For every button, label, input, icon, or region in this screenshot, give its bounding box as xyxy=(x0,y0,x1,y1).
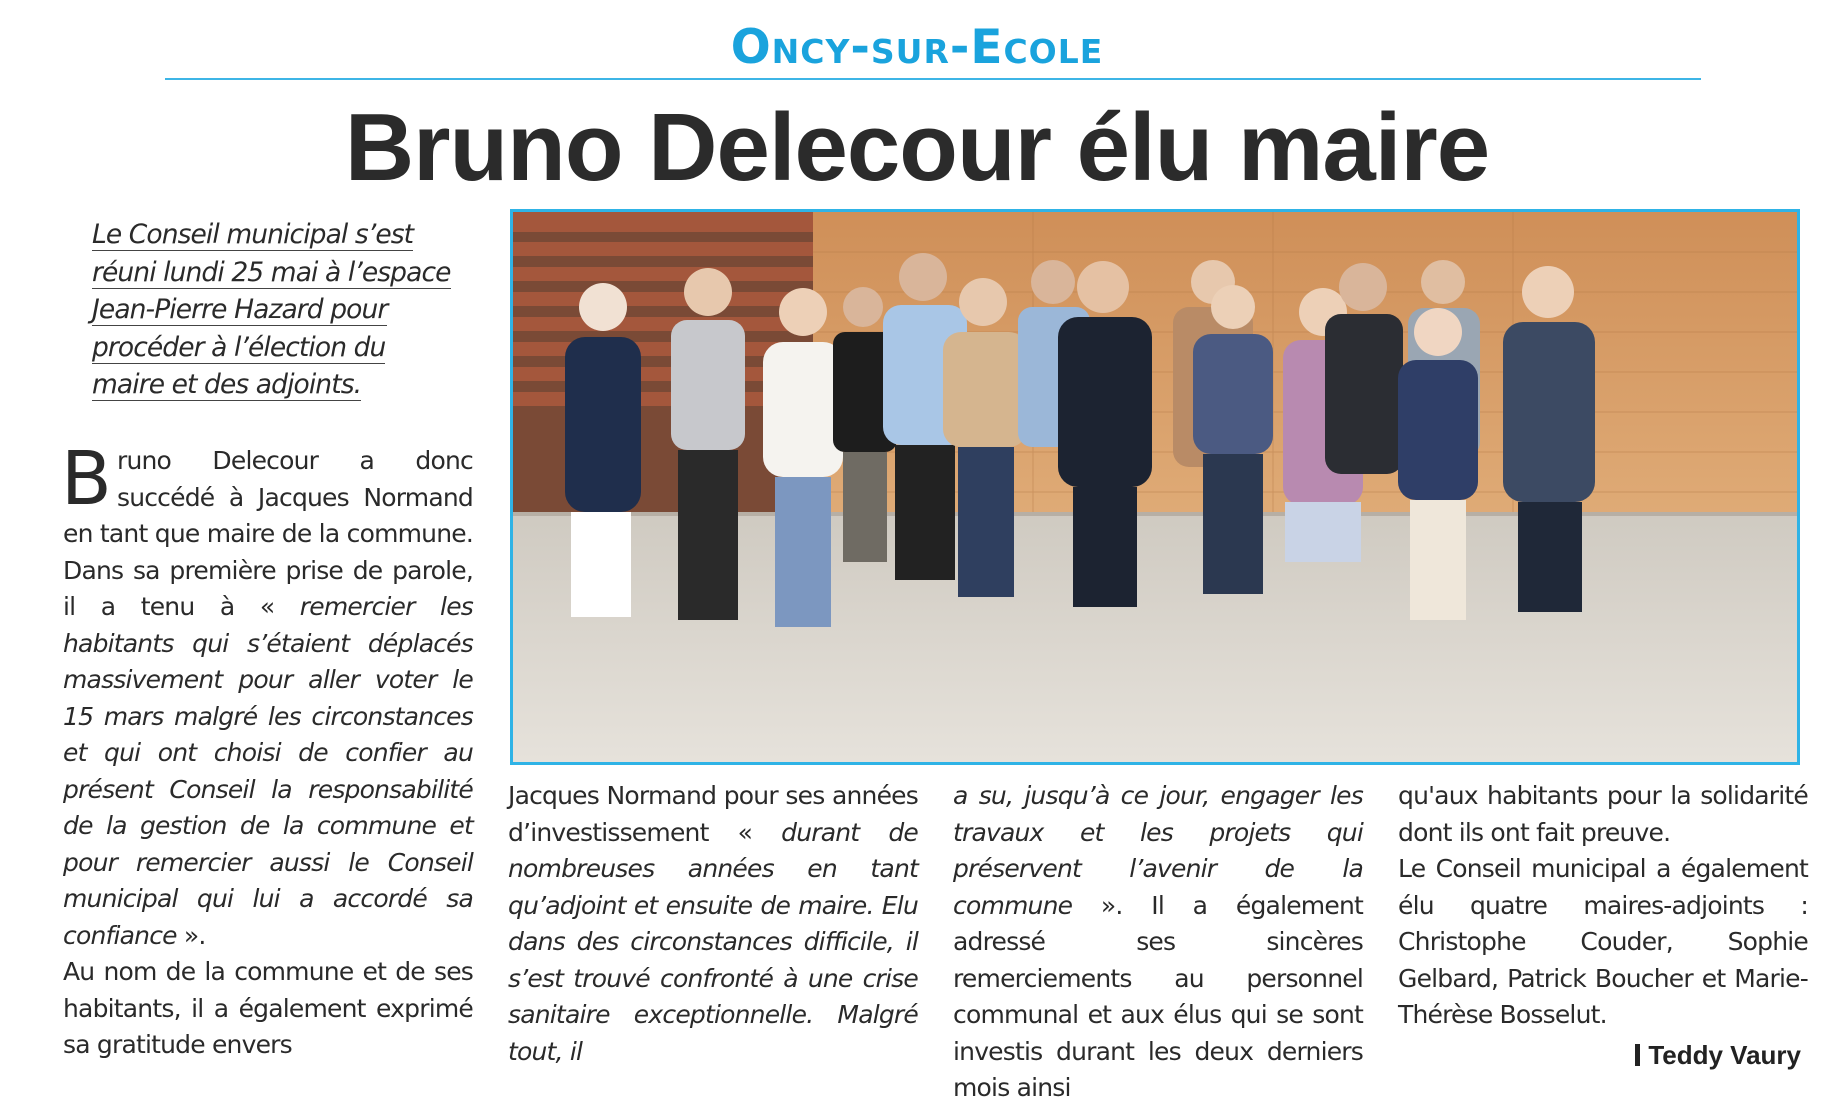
paragraph-3 xyxy=(508,778,918,1070)
article-byline xyxy=(1635,1040,1801,1071)
people-group xyxy=(565,253,1595,627)
paragraph-4 xyxy=(953,778,1363,1107)
paragraph-1 xyxy=(61,436,474,954)
byline-author: Teddy Vaury xyxy=(1648,1040,1801,1070)
paragraph-4-quote: a su, jusqu’à ce jour, engager les travaux et les projets qui préservent l’avenir de la commune xyxy=(953,781,1363,920)
paragraph-1-quote-end: ». xyxy=(183,920,206,950)
group-photo-illustration xyxy=(513,212,1797,762)
article-column-1 xyxy=(61,436,474,1064)
paragraph-3-quote: durant de nombreuses années en tant qu’adjoint et ensuite de maire. Elu dans des circonstances difficile, il s’est trouvé confronté à une crise sanitaire exceptionnelle. Malgré tout, il xyxy=(508,817,918,1066)
article-photo xyxy=(510,209,1800,765)
paragraph-3-text: Jacques Normand pour ses années d’investissement « xyxy=(508,781,918,847)
kicker-divider xyxy=(165,78,1701,80)
article-column-3 xyxy=(953,778,1363,1107)
section-kicker: Oncy-sur-Ecole xyxy=(730,20,1104,75)
byline-marker-icon xyxy=(1635,1044,1640,1066)
article-headline: Bruno Delecour élu maire xyxy=(344,94,1490,201)
paragraph-2: Au nom de la commune et de ses habitants, il a également exprimé sa gratitude envers xyxy=(63,957,473,1059)
paragraph-6: Le Conseil municipal a également élu quatre maires-adjoints : Christophe Couder, Sophie Gelbard, Patrick Boucher et Marie-Thérèse Bosselut. xyxy=(1398,854,1808,1029)
paragraph-4-text: ». Il a également adressé ses sincères remerciements au personnel communal et aux élus qui se sont investis durant les deux derniers mois ainsi xyxy=(953,890,1363,1102)
paragraph-1-text: runo Delecour a donc succédé à Jacques Normand en tant que maire de la commune. Dans sa première prise de parole, il a tenu à « xyxy=(63,446,473,621)
paragraph-1-quote: remercier les habitants qui s’étaient déplacés massivement pour aller voter le 15 mars malgré les circonstances et qui ont choisi de confier au présent Conseil la responsabilité de la gestion de la commune et pour remercier aussi le Conseil municipal qui lui a accordé sa confiance xyxy=(63,592,474,950)
drop-cap: B xyxy=(61,436,111,522)
article-column-2 xyxy=(508,778,918,1070)
article-standfirst xyxy=(92,216,460,404)
article-column-4 xyxy=(1398,778,1808,1034)
paragraph-5: qu'aux habitants pour la solidarité dont ils ont fait preuve. xyxy=(1398,781,1808,847)
standfirst-text: Le Conseil municipal s’est réuni lundi 25 mai à l’espace Jean-Pierre Hazard pour procéder à l’élection du maire et des adjoints. xyxy=(92,219,451,400)
